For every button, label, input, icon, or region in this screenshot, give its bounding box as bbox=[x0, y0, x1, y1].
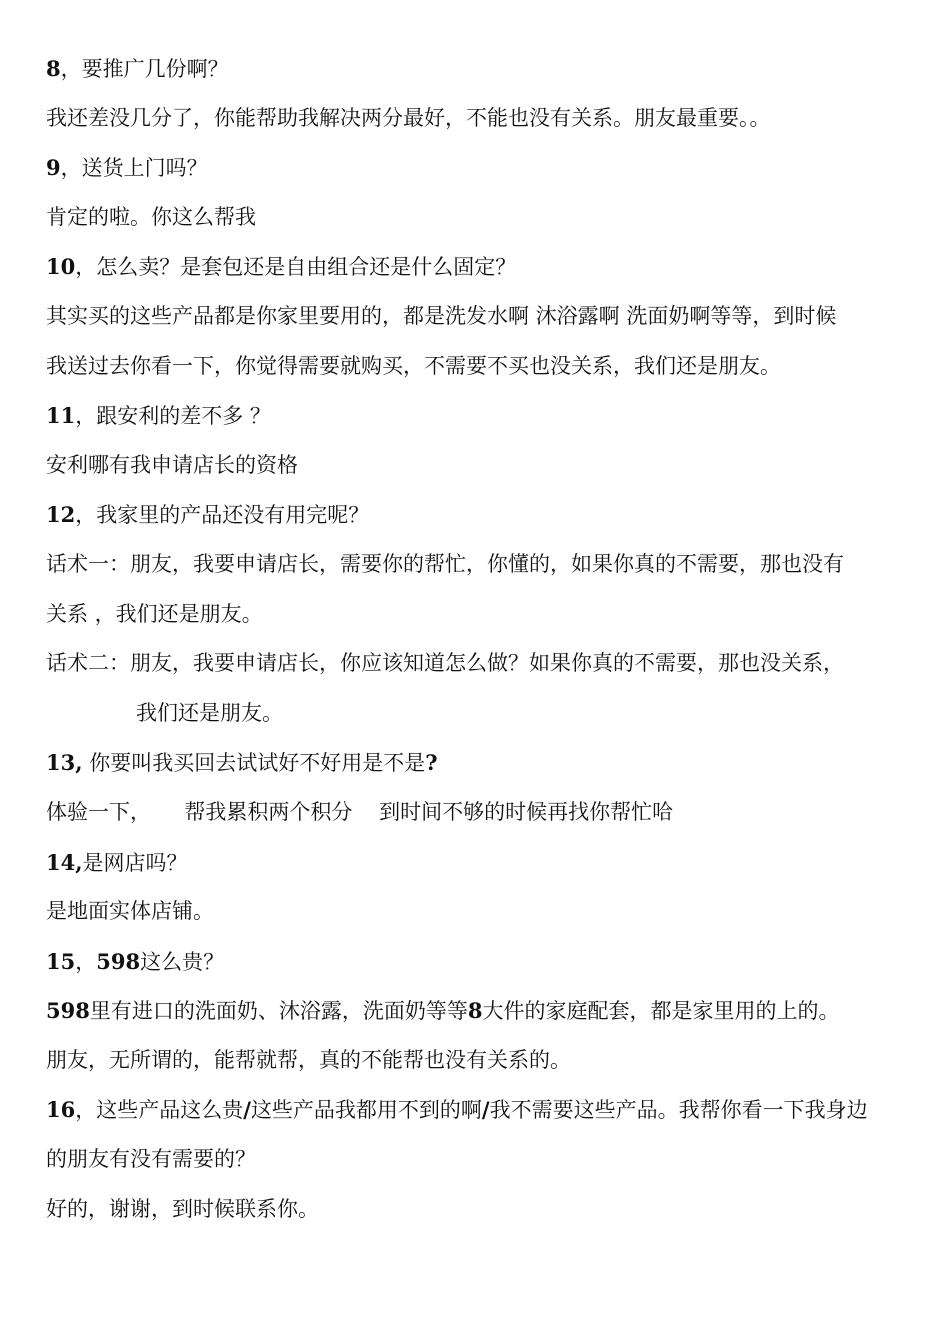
answer-15-line-1 bbox=[46, 986, 908, 1036]
answer-text: 里有进口的洗面奶、沐浴露，洗面奶等等 bbox=[89, 999, 468, 1024]
question-text: ，送货上门吗？ bbox=[60, 156, 208, 181]
answer-text: 大件的家庭配套，都是家里用的上的。 bbox=[482, 999, 840, 1024]
answer-14: 是地面实体店铺。 bbox=[46, 899, 214, 924]
answer-8: 我还差没几分了，你能帮助我解决两分最好，不能也没有关系。朋友最重要。。 bbox=[46, 105, 771, 130]
answer-16: 好的，谢谢，到时候联系你。 bbox=[46, 1196, 319, 1221]
question-9 bbox=[46, 143, 908, 193]
question-number: 11 bbox=[46, 403, 76, 429]
price-value: 598 bbox=[46, 998, 90, 1024]
question-text: 我不需要这些产品。我帮你看一下我身边 bbox=[489, 1098, 868, 1123]
question-number: 15 bbox=[46, 948, 76, 974]
slash-separator: / bbox=[481, 1097, 490, 1123]
question-11 bbox=[46, 391, 908, 441]
question-number: 8 bbox=[46, 56, 61, 81]
answer-12-script-1-line-1: 话术一：朋友，我要申请店长，需要你的帮忙，你懂的，如果你真的不需要，那也没有 bbox=[46, 551, 844, 576]
question-number: 10 bbox=[46, 254, 76, 280]
answer-15-line-2: 朋友，无所谓的，能帮就帮，真的不能帮也没有关系的。 bbox=[46, 1047, 571, 1072]
question-text: 这么贵？ bbox=[140, 949, 225, 974]
answer-12-script-2-line-1: 话术二：朋友，我要申请店长，你应该知道怎么做？如果你真的不需要，那也没关系， bbox=[46, 651, 844, 676]
question-mark: ? bbox=[425, 750, 438, 776]
question-text: ，这些产品这么贵 bbox=[75, 1098, 244, 1123]
question-8 bbox=[46, 44, 908, 94]
document-page bbox=[46, 44, 908, 1234]
question-text: ，我家里的产品还没有用完呢？ bbox=[75, 503, 370, 528]
question-text: 你要叫我买回去试试好不好用是不是 bbox=[82, 751, 426, 776]
answer-12-script-2-line-2: 我们还是朋友。 bbox=[136, 700, 283, 725]
question-10 bbox=[46, 242, 908, 292]
answer-13: 体验一下， 帮我累积两个积分 到时间不够的时候再找你帮忙哈 bbox=[46, 799, 674, 824]
question-14 bbox=[46, 838, 908, 888]
item-count: 8 bbox=[467, 998, 483, 1024]
question-text: ，要推广几份啊？ bbox=[60, 57, 229, 81]
question-number: 13, bbox=[46, 750, 83, 776]
question-15 bbox=[46, 937, 908, 987]
question-number: 12 bbox=[46, 502, 76, 528]
answer-10-line-2: 我送过去你看一下，你觉得需要就购买，不需要不买也没关系，我们还是朋友。 bbox=[46, 353, 781, 378]
question-number: 9 bbox=[46, 155, 61, 181]
price-value: 598 bbox=[96, 948, 141, 974]
question-text: 这些产品我都用不到的啊 bbox=[250, 1098, 482, 1123]
question-16-line-1 bbox=[46, 1085, 908, 1135]
question-12 bbox=[46, 490, 908, 540]
question-16-line-2: 的朋友有没有需要的？ bbox=[46, 1147, 256, 1172]
question-number: 14, bbox=[46, 849, 83, 875]
question-13 bbox=[46, 738, 908, 788]
answer-12-script-1-line-2: 关系 ，我们还是朋友。 bbox=[46, 601, 263, 626]
slash-separator: / bbox=[243, 1097, 251, 1123]
answer-11: 安利哪有我申请店长的资格 bbox=[46, 452, 298, 477]
question-number: 16 bbox=[46, 1097, 76, 1123]
answer-9: 肯定的啦。你这么帮我 bbox=[46, 204, 256, 229]
answer-10-line-1: 其实买的这些产品都是你家里要用的，都是洗发水啊 沐浴露啊 洗面奶啊等等，到时候 bbox=[46, 303, 837, 328]
question-text: ，跟安利的差不多 ？ bbox=[75, 404, 271, 429]
question-separator: ， bbox=[75, 949, 97, 974]
question-text: ，怎么卖？是套包还是自由组合还是什么固定？ bbox=[75, 255, 517, 280]
question-text: 是网店吗？ bbox=[82, 850, 188, 875]
